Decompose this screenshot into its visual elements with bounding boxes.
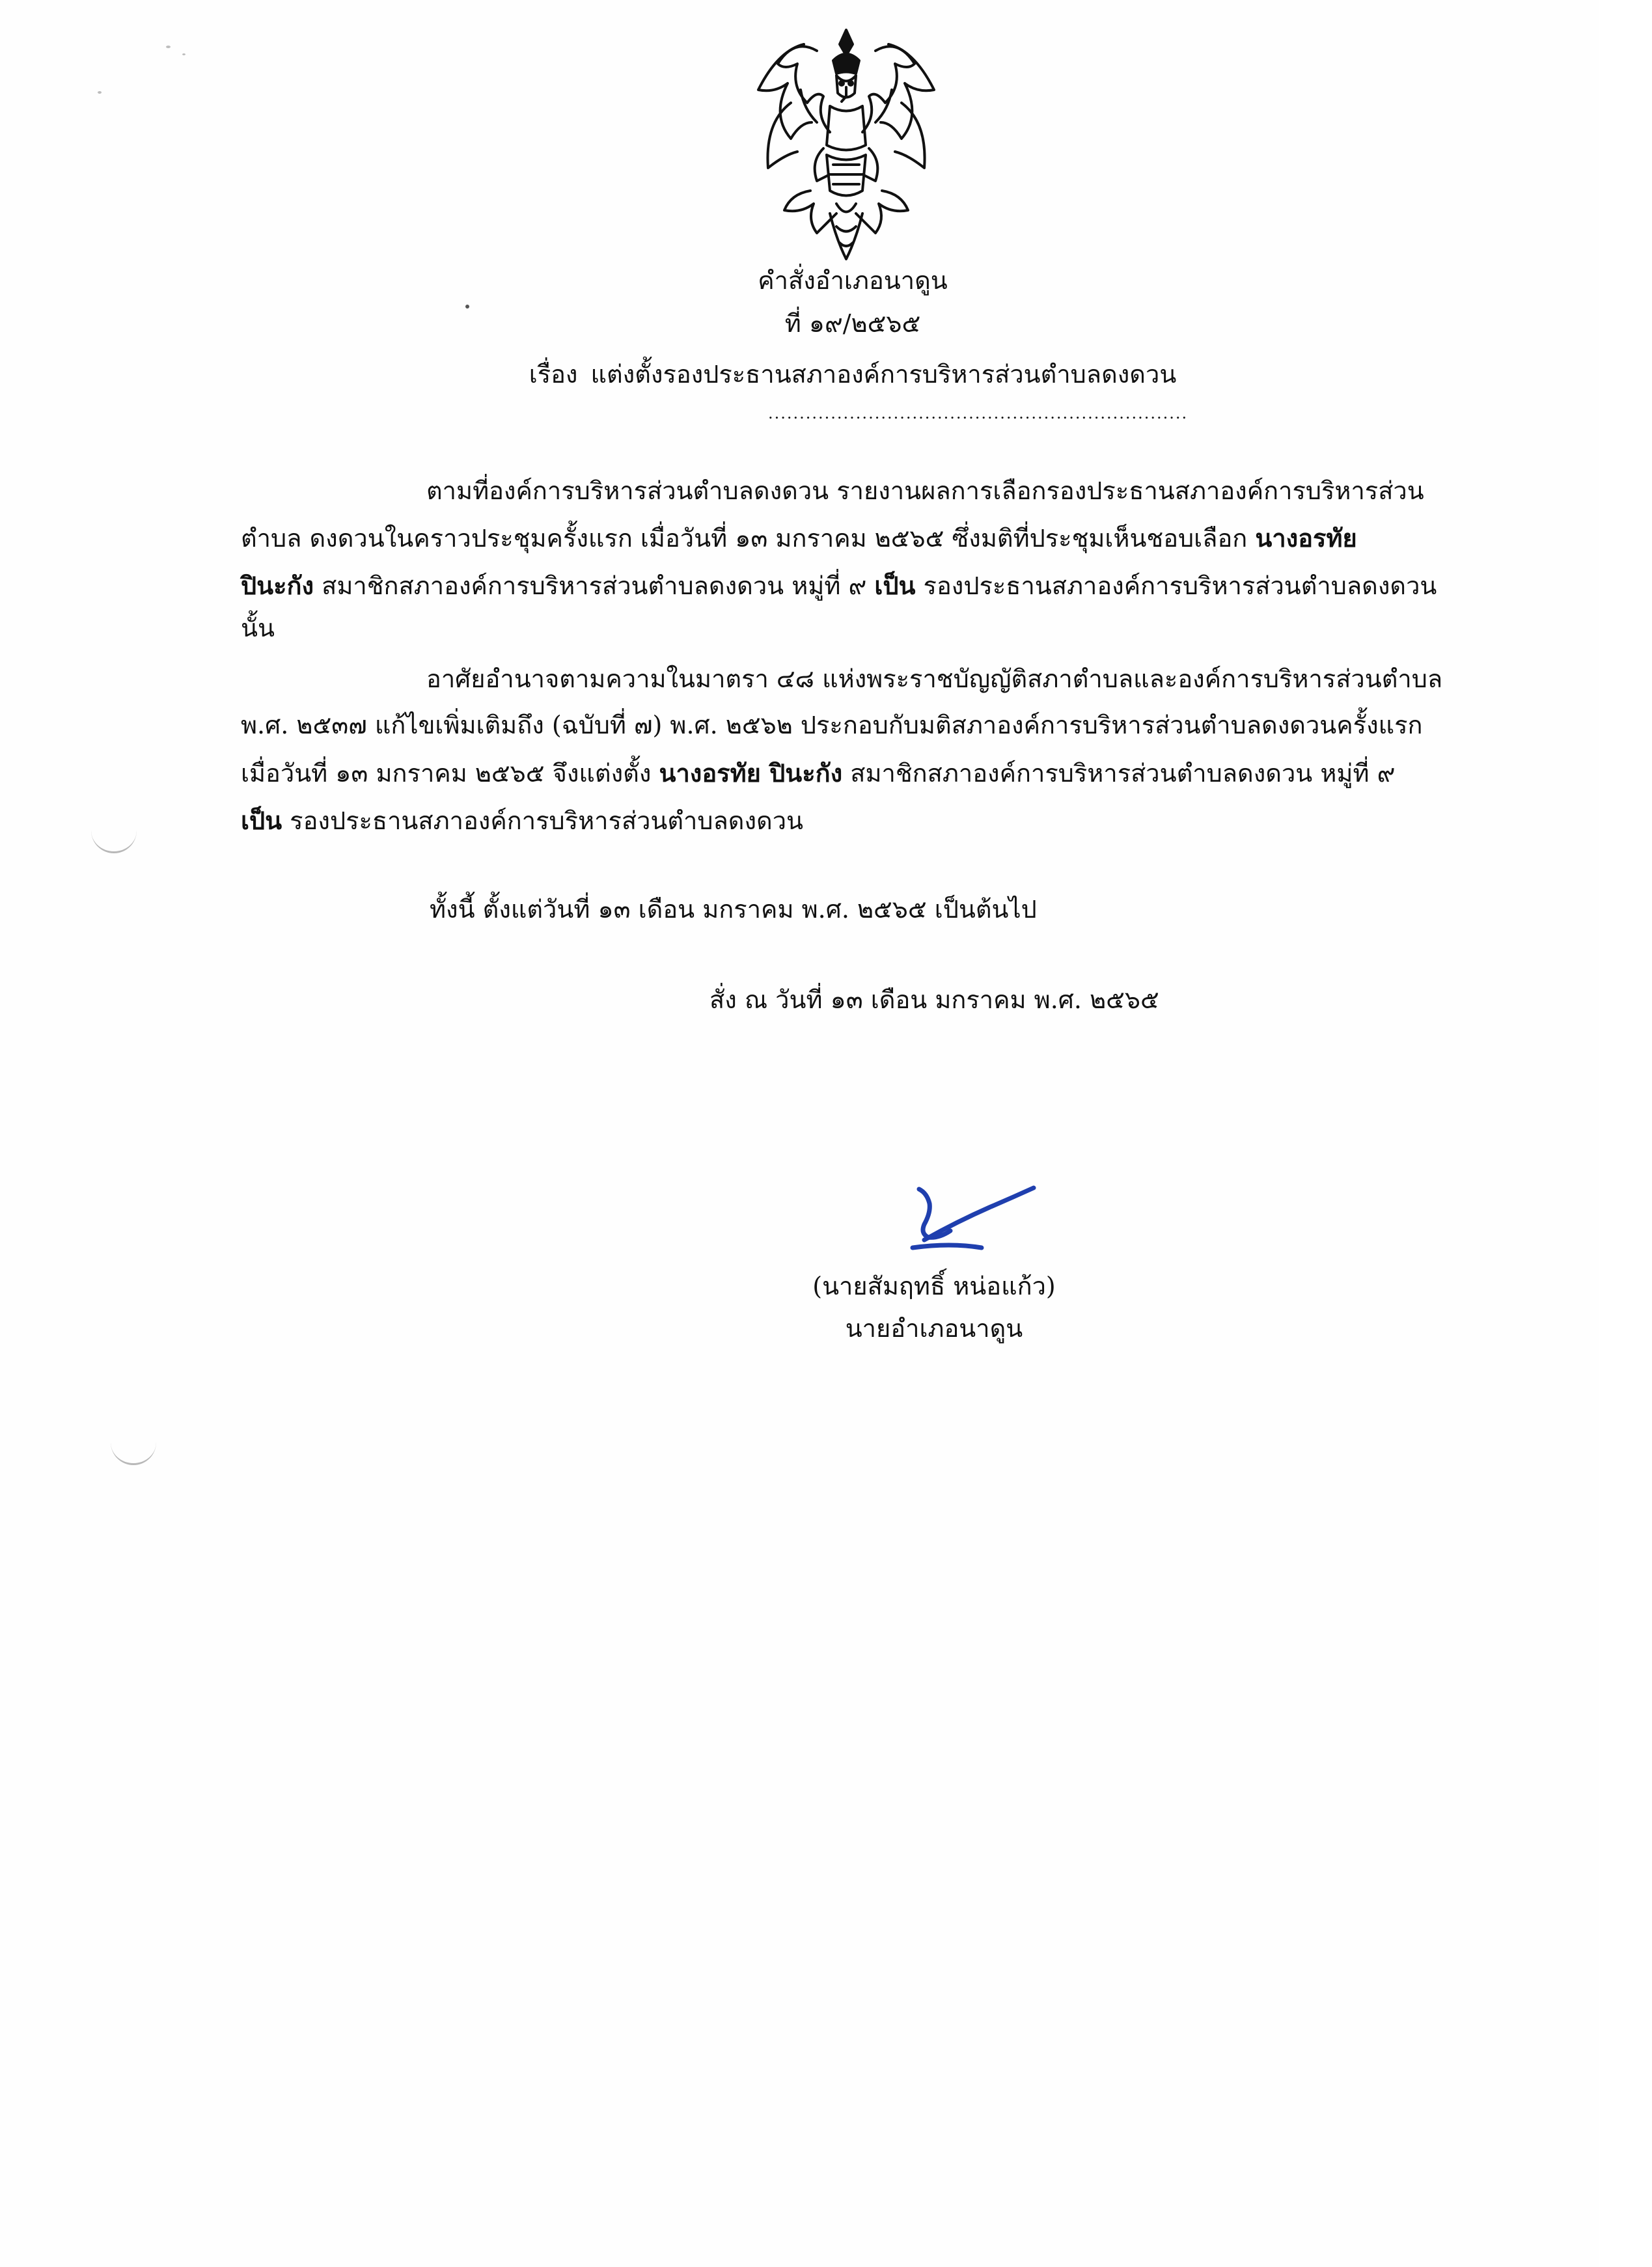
handwritten-signature <box>905 1175 1041 1259</box>
paragraph1-line2-text: ตำบล ดงดวนในคราวประชุมครั้งแรก เมื่อวันที่ ๑๓ มกราคม ๒๕๖๕ ซึ่งมติที่ประชุมเห็นชอบเลือก <box>241 524 1256 553</box>
paragraph2-line3-text: เมื่อวันที่ ๑๓ มกราคม ๒๕๖๕ จึงแต่งตั้ง <box>241 759 659 788</box>
paragraph2-line4-text: รองประธานสภาองค์การบริหารส่วนตำบลดงดวน <box>282 806 804 835</box>
paper-speck <box>166 46 171 48</box>
paragraph2-line3-tail: สมาชิกสภาองค์การบริหารส่วนตำบลดงดวน หมู่ที่ ๙ <box>842 759 1396 788</box>
paragraph2-line2: พ.ศ. ๒๕๓๗ แก้ไขเพิ่มเติมถึง (ฉบับที่ ๗) พ.ศ. ๒๕๖๒ ประกอบกับมติสภาองค์การบริหารส่วนตำบลดงดวนครั้งแรก <box>241 711 1423 739</box>
appointee-first-name: นางอรทัย <box>1255 523 1357 553</box>
punch-hole-mark <box>111 1437 156 1465</box>
paragraph2-be-word: เป็น <box>241 806 282 835</box>
appointee-surname: ปินะกัง <box>241 571 314 600</box>
signer-position: นายอำเภอนาดูน <box>845 1314 1023 1343</box>
order-number: ที่ ๑๙/๒๕๖๕ <box>784 309 921 338</box>
order-subject <box>53 362 1652 387</box>
paragraph1-be-word: เป็น <box>874 571 916 600</box>
paragraph2-line1: อาศัยอำนาจตามความในมาตรา ๔๘ แห่งพระราชบัญญัติสภาตำบลและองค์การบริหารส่วนตำบล <box>426 665 1443 693</box>
paragraph1-line4: นั้น <box>241 614 275 642</box>
paragraph1-line3 <box>241 573 1437 598</box>
order-title: คำสั่งอำเภอนาดูน <box>758 266 948 295</box>
paper-speck <box>98 91 102 94</box>
paragraph2-line3 <box>241 758 1396 788</box>
garuda-emblem-icon <box>739 25 954 266</box>
paragraph1-line3-text: สมาชิกสภาองค์การบริหารส่วนตำบลดงดวน หมู่ที่ ๙ <box>314 571 875 600</box>
paper-speck <box>182 53 186 55</box>
appointee-full-name: นางอรทัย ปินะกัง <box>659 758 843 788</box>
subject-text: แต่งตั้งรองประธานสภาองค์การบริหารส่วนตำบลดงดวน <box>590 360 1177 389</box>
effective-date: ทั้งนี้ ตั้งแต่วันที่ ๑๓ เดือน มกราคม พ.ศ. ๒๕๖๕ เป็นต้นไป <box>430 895 1037 924</box>
signer-name: (นายสัมฤทธิ์ หน่อแก้ว) <box>812 1272 1056 1300</box>
paragraph1-line3-tail: รองประธานสภาองค์การบริหารส่วนตำบลดงดวน <box>915 571 1437 600</box>
paragraph2-line4 <box>241 808 803 833</box>
paper-speck <box>465 305 469 309</box>
paragraph1-line1: ตามที่องค์การบริหารส่วนตำบลดงดวน รายงานผลการเลือกรองประธานสภาองค์การบริหารส่วน <box>426 476 1424 505</box>
paragraph1-line2 <box>241 523 1357 553</box>
punch-hole-mark <box>91 825 137 853</box>
separator-dots: ................................................................... <box>768 404 1189 422</box>
subject-label: เรื่อง <box>529 360 578 389</box>
ordered-date: สั่ง ณ วันที่ ๑๓ เดือน มกราคม พ.ศ. ๒๕๖๕ <box>709 985 1159 1014</box>
